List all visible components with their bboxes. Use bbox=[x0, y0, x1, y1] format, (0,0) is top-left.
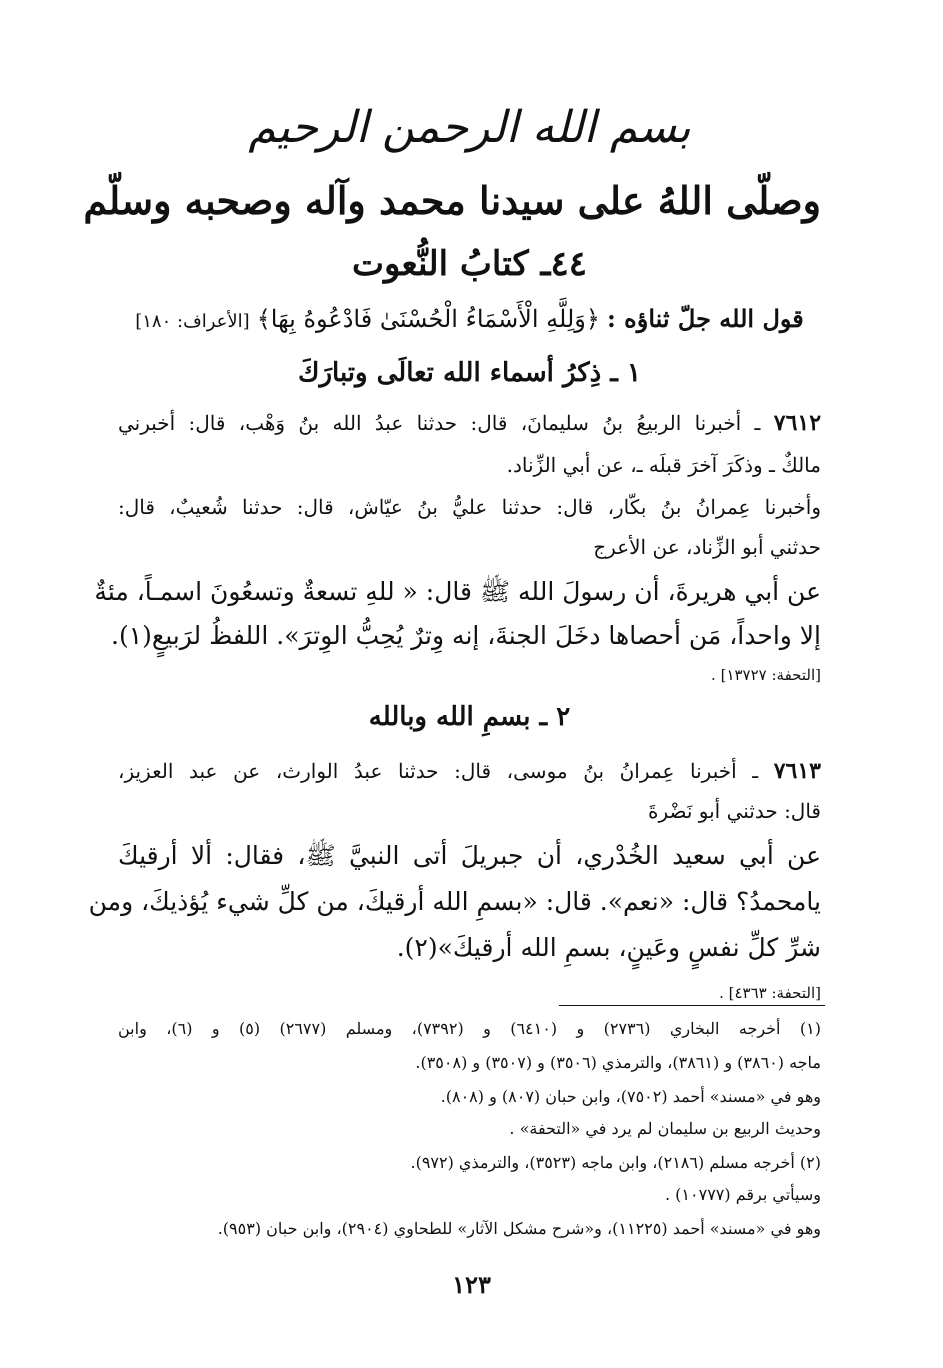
isnad-text: ـ أخبرنا الربيعُ بنُ سليمانَ، قال: حدثنا عبدُ الله بنُ وَهْب، قال: أخبرني bbox=[118, 411, 761, 435]
salawat-line: وصلّى اللهُ على سيدنا محمد وآله وصحبه وسلّم bbox=[83, 178, 821, 223]
footnote-line: وهو في «مسند» أحمد (٧٥٠٢)، وابن حبان (٨٠٧) و (٨٠٨). bbox=[440, 1087, 821, 1106]
verse-ayah: ﴿وَلِلَّهِ الْأَسْمَاءُ الْحُسْنَىٰ فَادْعُوهُ بِهَا﴾ bbox=[256, 305, 600, 333]
hadith-isnad-line: حدثني أبو الزِّناد، عن الأعرج bbox=[593, 535, 821, 559]
hadith-matn-line: عن أبي هريرةَ، أن رسولَ الله ﷺ قال: « للهِ تسعةٌ وتسعُونَ اسمـاً، مئةٌ bbox=[94, 577, 821, 606]
hadith-isnad-line: وأخبرنا عِمرانُ بنُ بكّار، قال: حدثنا عليُّ بنُ عيّاش، قال: حدثنا شُعيبٌ، قال: bbox=[118, 495, 821, 519]
hadith-isnad-line: مالكٌ ـ وذكَرَ آخرَ قبلَه ـ، عن أبي الزِّناد. bbox=[506, 453, 821, 477]
page-number: ١٢٣ bbox=[452, 1270, 491, 1299]
section-heading-2: ٢ ـ بسمِ الله وبالله bbox=[368, 702, 571, 732]
section-heading-1: ١ ـ ذِكرُ أسماء الله تعالَى وتبارَكَ bbox=[298, 358, 641, 388]
book-title: ٤٤ـ كتابُ النُّعوت bbox=[351, 244, 588, 284]
hadith-number: ٧٦١٣ bbox=[773, 758, 821, 784]
hadith-number: ٧٦١٢ bbox=[773, 410, 822, 436]
footnote-separator bbox=[559, 1005, 825, 1006]
verse-reference: [الأعراف: ١٨٠] bbox=[135, 311, 250, 332]
footnote-line: ماجه (٣٨٦٠) و (٣٨٦١)، والترمذي (٣٥٠٦) و (٣٥٠٧) و (٣٥٠٨). bbox=[415, 1053, 821, 1072]
footnote-line: (١) أخرجه البخاري (٢٧٣٦) و (٦٤١٠) و (٧٣٩٢)، ومسلم (٢٦٧٧) (٥) و (٦)، وابن bbox=[118, 1019, 821, 1038]
hadith-isnad-line bbox=[118, 404, 821, 442]
footnote-line: وهو في «مسند» أحمد (١١٢٢٥)، و«شرح مشكل الآثار» للطحاوي (٢٩٠٤)، وابن حبان (٩٥٣). bbox=[217, 1219, 821, 1238]
hadith-isnad-line: قال: حدثني أبو نَضْرةَ bbox=[647, 799, 821, 823]
opening-verse bbox=[118, 296, 821, 342]
footnote-line: وسيأتي برقم (١٠٧٧٧) . bbox=[664, 1185, 821, 1204]
hadith-isnad-line bbox=[118, 752, 821, 790]
basmala: بسم الله الرحمن الرحيم bbox=[248, 102, 691, 153]
hadith-matn-line: عن أبي سعيد الخُدْري، أن جبريلَ أتى النبيَّ ﷺ، فقال: ألا أرقيكَ bbox=[118, 841, 821, 870]
footnote-line: وحديث الربيع بن سليمان لم يرد في «التحفة» . bbox=[509, 1119, 821, 1138]
hadith-matn-line: شرِّ كلِّ نفسٍ وعَينٍ، بسمِ الله أرقيكَ»(٢). bbox=[396, 933, 821, 962]
footnote-line: (٢) أخرجه مسلم (٢١٨٦)، وابن ماجه (٣٥٢٣)، والترمذي (٩٧٢). bbox=[410, 1153, 821, 1172]
hadith-matn-line: إلا واحداً، مَن أحصاها دخَلَ الجنةَ، إنه وِترٌ يُحِبُّ الوِترَ». اللفظُ لرَبيعٍ(١). bbox=[111, 621, 821, 650]
isnad-text: ـ أخبرنا عِمرانُ بنُ موسى، قال: حدثنا عبدُ الوارث، عن عبد العزيز، bbox=[118, 759, 759, 783]
tuhfa-reference: [التحفة: ٤٣٦٣] . bbox=[719, 984, 821, 1002]
hadith-matn-line: يامحمدُ؟ قال: «نعم». قال: «بسمِ الله أرقيكَ، من كلِّ شيء يُؤذيكَ، ومن bbox=[88, 887, 821, 916]
verse-lead: قول الله جلّ ثناؤه : bbox=[606, 304, 804, 333]
tuhfa-reference: [التحفة: ١٣٧٢٧] . bbox=[711, 666, 821, 684]
